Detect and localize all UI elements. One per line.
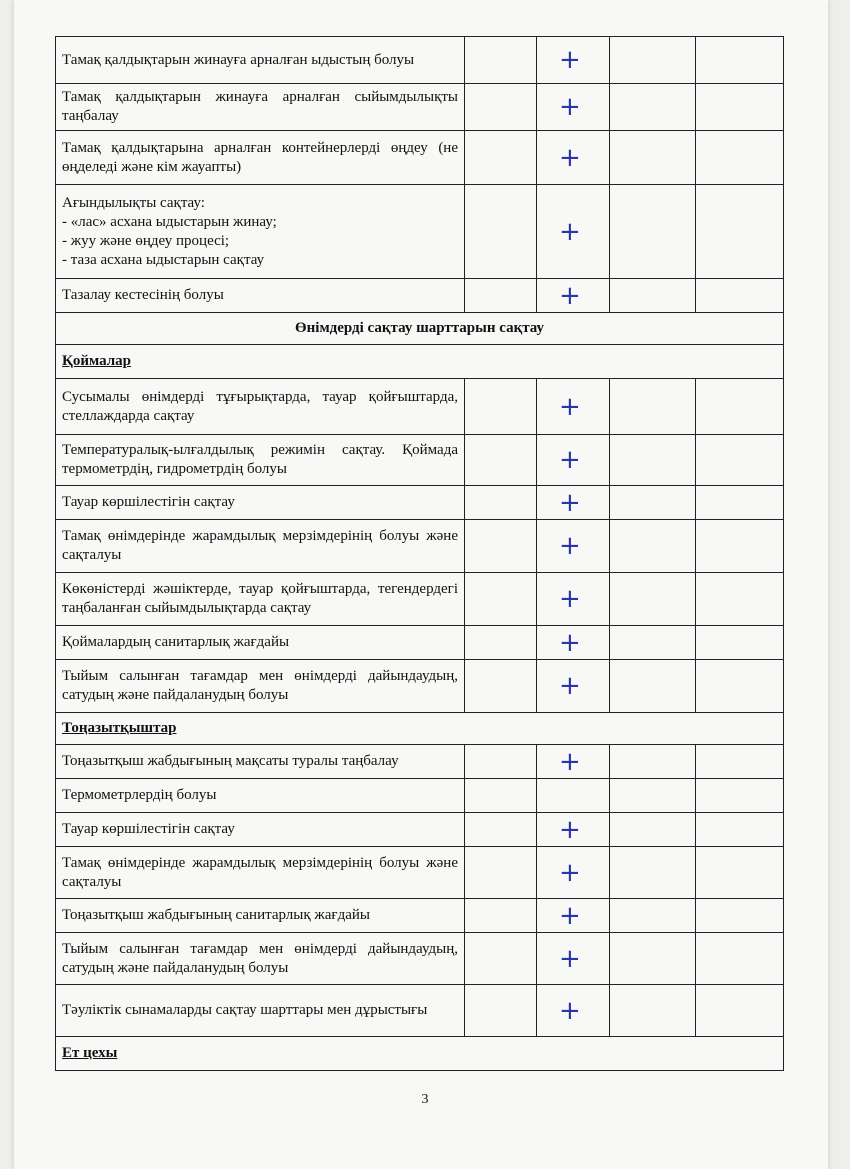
criterion-text: Тамақ қалдықтарын жинауға арналған ыдыстың болуы [56,37,465,84]
mark-cell-2 [537,745,610,779]
section-row [56,313,784,345]
handwritten-check-mark: + [559,584,581,614]
mark-cell-3 [610,899,696,933]
mark-cell-4 [696,933,784,985]
handwritten-check-mark: + [559,671,581,701]
mark-cell-1 [465,185,537,279]
table-row [56,379,784,435]
table-row [56,520,784,573]
mark-cell-1 [465,379,537,435]
mark-cell-4 [696,899,784,933]
criterion-text: Тамақ өнімдерінде жарамдылық мерзімдерінің болуы және сақталуы [56,520,465,573]
criterion-text: Тамақ қалдықтарын жинауға арналған сыйымдылықты таңбалау [56,84,465,131]
criterion-text: Тәуліктік сынамаларды сақтау шарттары мен дұрыстығы [56,985,465,1037]
mark-cell-4 [696,131,784,185]
criterion-text: Тыйым салынған тағамдар мен өнімдерді дайындаудың, сатудың және пайдаланудың болуы [56,660,465,713]
mark-cell-1 [465,779,537,813]
handwritten-check-mark: + [559,45,581,75]
criterion-text: Тазалау кестесінің болуы [56,279,465,313]
handwritten-check-mark: + [559,445,581,475]
mark-cell-4 [696,779,784,813]
mark-cell-3 [610,813,696,847]
mark-cell-2 [537,899,610,933]
handwritten-check-mark: + [559,900,581,931]
checklist-table [55,36,784,1071]
mark-cell-4 [696,660,784,713]
table-row [56,435,784,486]
mark-cell-3 [610,847,696,899]
mark-cell-4 [696,486,784,520]
mark-cell-2 [537,985,610,1037]
mark-cell-1 [465,435,537,486]
subsection-heading: Қоймалар [56,345,784,379]
mark-cell-3 [610,779,696,813]
handwritten-check-mark: + [559,531,581,561]
criterion-text: Тыйым салынған тағамдар мен өнімдерді дайындаудың, сатудың және пайдаланудың болуы [56,933,465,985]
handwritten-check-mark: + [559,995,581,1026]
mark-cell-4 [696,847,784,899]
table-row [56,985,784,1037]
mark-cell-4 [696,813,784,847]
subsection-row [56,713,784,745]
criterion-text: Тоңазытқыш жабдығының санитарлық жағдайы [56,899,465,933]
table-row [56,745,784,779]
mark-cell-1 [465,573,537,626]
mark-cell-3 [610,520,696,573]
subsection-heading: Ет цехы [56,1037,784,1071]
mark-cell-1 [465,985,537,1037]
table-row [56,626,784,660]
table-row [56,779,784,813]
mark-cell-1 [465,486,537,520]
mark-cell-1 [465,933,537,985]
mark-cell-1 [465,131,537,185]
subsection-row [56,1037,784,1071]
mark-cell-1 [465,847,537,899]
criterion-text: Температуралық-ылғалдылық режимін сақтау. Қоймада термометрдің, гидрометрдің болуы [56,435,465,486]
mark-cell-1 [465,520,537,573]
mark-cell-1 [465,745,537,779]
handwritten-check-mark: + [559,943,581,974]
mark-cell-1 [465,279,537,313]
mark-cell-2 [537,573,610,626]
handwritten-check-mark: + [559,216,581,247]
subsection-row [56,345,784,379]
criterion-text: Термометрлердің болуы [56,779,465,813]
mark-cell-4 [696,745,784,779]
mark-cell-4 [696,279,784,313]
handwritten-check-mark: + [559,487,581,518]
mark-cell-1 [465,660,537,713]
criterion-text: Тауар көршілестігін сақтау [56,486,465,520]
mark-cell-4 [696,379,784,435]
handwritten-check-mark: + [559,280,581,311]
table-row [56,279,784,313]
handwritten-check-mark: + [559,142,581,173]
table-row [56,660,784,713]
mark-cell-4 [696,185,784,279]
criterion-text: Тауар көршілестігін сақтау [56,813,465,847]
criterion-text: Тамақ өнімдерінде жарамдылық мерзімдерінің болуы және сақталуы [56,847,465,899]
handwritten-check-mark: + [559,391,581,422]
table-row [56,131,784,185]
table-row [56,933,784,985]
criterion-text: Көкөністерді жәшіктерде, тауар қойғыштарда, тегендердегі таңбаланған сыйымдылықтарда сақтау [56,573,465,626]
mark-cell-3 [610,435,696,486]
table-row [56,84,784,131]
mark-cell-2 [537,660,610,713]
handwritten-check-mark: + [559,814,581,845]
mark-cell-2 [537,626,610,660]
mark-cell-3 [610,626,696,660]
mark-cell-2 [537,486,610,520]
mark-cell-2 [537,379,610,435]
mark-cell-3 [610,37,696,84]
mark-cell-1 [465,37,537,84]
criterion-text: Қоймалардың санитарлық жағдайы [56,626,465,660]
mark-cell-3 [610,84,696,131]
mark-cell-2 [537,520,610,573]
subsection-heading: Тоңазытқыштар [56,713,784,745]
mark-cell-3 [610,933,696,985]
mark-cell-4 [696,985,784,1037]
table-row [56,185,784,279]
table-row [56,899,784,933]
criterion-text: Тамақ қалдықтарына арналған контейнерлерді өңдеу (не өңделеді және кім жауапты) [56,131,465,185]
mark-cell-3 [610,379,696,435]
mark-cell-2 [537,279,610,313]
handwritten-check-mark: + [559,92,581,122]
mark-cell-3 [610,279,696,313]
mark-cell-2 [537,37,610,84]
mark-cell-1 [465,899,537,933]
mark-cell-3 [610,573,696,626]
criterion-text: Ағындылықты сақтау: - «лас» асхана ыдыстарын жинау; - жуу және өңдеу процесі; - таза асхана ыдыстарын сақтау [56,185,465,279]
mark-cell-3 [610,985,696,1037]
mark-cell-3 [610,745,696,779]
mark-cell-4 [696,626,784,660]
criterion-text: Сусымалы өнімдерді тұғырықтарда, тауар қойғыштарда, стеллаждарда сақтау [56,379,465,435]
page-number: 3 [421,1092,429,1107]
handwritten-check-mark: + [559,746,581,777]
section-heading: Өнімдерді сақтау шарттарын сақтау [56,313,784,345]
mark-cell-2 [537,847,610,899]
table-row [56,486,784,520]
mark-cell-2 [537,933,610,985]
mark-cell-2 [537,84,610,131]
mark-cell-3 [610,660,696,713]
criterion-text: Тоңазытқыш жабдығының мақсаты туралы таңбалау [56,745,465,779]
mark-cell-4 [696,435,784,486]
mark-cell-1 [465,813,537,847]
mark-cell-3 [610,185,696,279]
table-row [56,847,784,899]
mark-cell-1 [465,626,537,660]
mark-cell-4 [696,84,784,131]
handwritten-check-mark: + [559,627,581,658]
table-row [56,573,784,626]
mark-cell-3 [610,486,696,520]
mark-cell-4 [696,37,784,84]
mark-cell-2 [537,185,610,279]
table-row [56,37,784,84]
mark-cell-1 [465,84,537,131]
mark-cell-4 [696,573,784,626]
handwritten-check-mark: + [559,857,581,888]
mark-cell-2 [537,435,610,486]
mark-cell-2 [537,131,610,185]
table-row [56,813,784,847]
mark-cell-4 [696,520,784,573]
mark-cell-2 [537,813,610,847]
mark-cell-3 [610,131,696,185]
mark-cell-2 [537,779,610,813]
